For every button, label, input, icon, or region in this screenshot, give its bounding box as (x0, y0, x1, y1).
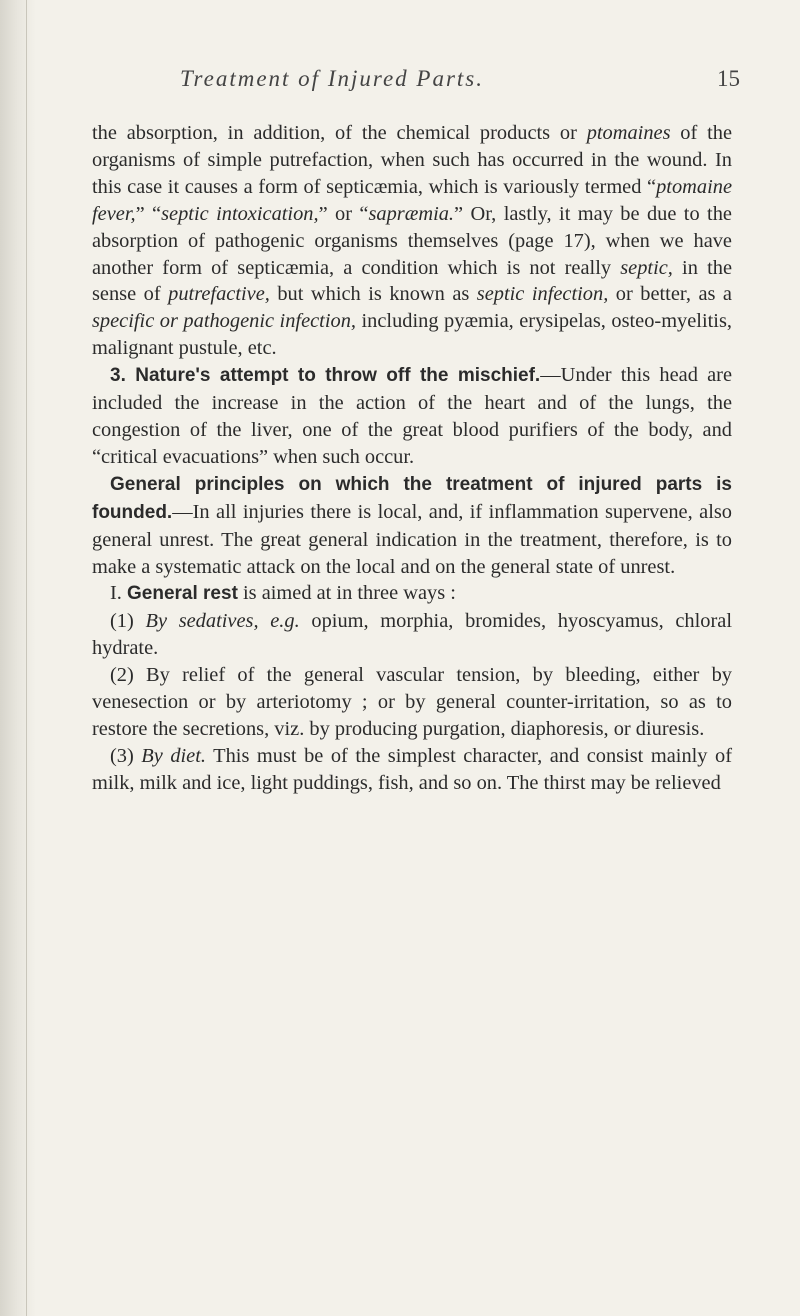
paragraph-septicaemia: the absorption, in addition, of the chemical products or ptomaines of the organisms of simple putrefaction, when such has occurred in the wound. In this case it causes a form of septicæmia, which is variously termed “ptomaine fever,” “septic intoxication,” or “sapræmia.” Or, lastly, it may be due to the absorption of pathogenic organisms themselves (page 17), when we have another form of septicæmia, a condition which is not really septic, in the sense of putrefactive, but which is known as septic infection, or better, as a specific or pathogenic infection, including pyæmia, erysipelas, osteo-myelitis, malignant pustule, etc. (92, 122, 733, 360)
section-heading: General principles on which the treatment of injured parts is founded. (92, 473, 732, 523)
paragraph-vascular-relief: (2) By relief of the general vascular tension, by bleeding, either by venesection or by arteriotomy ; or by general counter-irritation, so as to restore the secretions, viz. by producing purgation, diaphoresis, or diuresis. (92, 664, 732, 740)
paragraph-diet: (3) By diet. This must be of the simplest character, and consist mainly of milk, milk and ice, light puddings, fish, and so on. The thirst may be relieved (92, 744, 733, 794)
paragraph-nature-attempt: 3. Nature's attempt to throw off the mischief.—Under this head are included the increase in the action of the heart and of the lungs, the congestion of the liver, one of the great blood purifiers of the body, and “critical evacuations” when such occur. (92, 364, 733, 468)
paragraph-general-principles: General principles on which the treatment of injured parts is founded.—In all injuries there is local, and, if inflammation supervene, also general unrest. The great general indication in the treatment, therefore, is to make a systematic attack on the local and on the general state of unrest. (92, 473, 732, 578)
section-heading: 3. Nature's attempt to throw off the mischief. (110, 365, 541, 387)
page-binding-edge (0, 0, 36, 1316)
paragraph-general-rest: I. General rest is aimed at in three ways : (110, 582, 456, 605)
section-heading: General rest (127, 583, 238, 605)
paragraph-sedatives: (1) By sedatives, e.g. opium, morphia, bromides, hyoscyamus, chloral hydrate. (92, 610, 732, 660)
page-number: 15 (717, 66, 740, 91)
running-head: Treatment of Injured Parts. (180, 66, 485, 91)
page-header (180, 66, 740, 106)
body-text (92, 120, 732, 797)
